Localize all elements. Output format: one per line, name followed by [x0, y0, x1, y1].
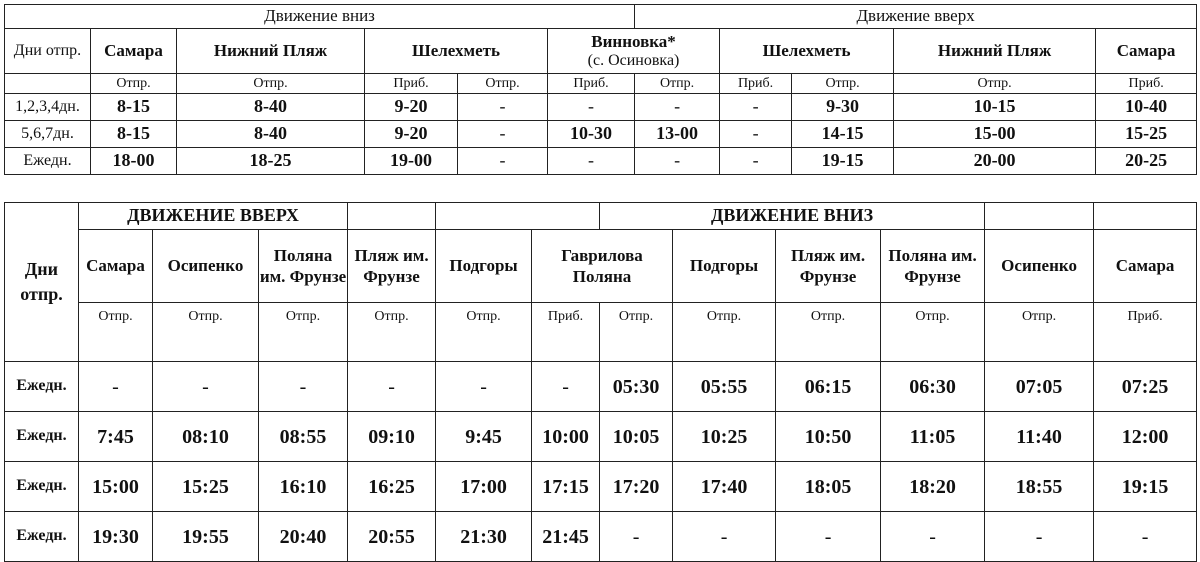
direction-down-header: Движение вниз: [5, 5, 635, 29]
table-row: [5, 362, 1197, 412]
time-cell: 11:40: [985, 412, 1094, 462]
time-cell: 08:10: [153, 412, 259, 462]
days-header: Дни отпр.: [5, 203, 79, 362]
station-podgory: Подгоры: [673, 230, 776, 303]
time-cell: -: [458, 94, 548, 121]
direction-up-header: Движение вверх: [635, 5, 1197, 29]
station-podgory: Подгоры: [436, 230, 532, 303]
time-cell: 20-00: [894, 148, 1096, 175]
time-cell: -: [720, 148, 792, 175]
empty-cell: [1094, 203, 1197, 230]
time-cell: 18:55: [985, 462, 1094, 512]
time-cell: -: [673, 512, 776, 562]
time-cell: 07:05: [985, 362, 1094, 412]
time-cell: 05:55: [673, 362, 776, 412]
column-label: Приб.: [365, 74, 458, 94]
time-cell: 18:05: [776, 462, 881, 512]
time-cell: 8-15: [91, 94, 177, 121]
time-cell: 19-15: [792, 148, 894, 175]
column-label: Отпр.: [792, 74, 894, 94]
time-cell: 19:30: [79, 512, 153, 562]
column-label: Отпр.: [458, 74, 548, 94]
empty-cell: [348, 203, 436, 230]
time-cell: 9-30: [792, 94, 894, 121]
time-cell: 18-25: [177, 148, 365, 175]
column-label: Отпр.: [177, 74, 365, 94]
time-cell: 09:10: [348, 412, 436, 462]
column-label: Отпр.: [348, 303, 436, 362]
time-cell: 19:15: [1094, 462, 1197, 512]
station-osipenko: Осипенко: [153, 230, 259, 303]
time-cell: 10-15: [894, 94, 1096, 121]
time-cell: -: [1094, 512, 1197, 562]
column-label: Отпр.: [894, 74, 1096, 94]
days-cell: Ежедн.: [5, 362, 79, 412]
time-cell: 9:45: [436, 412, 532, 462]
time-cell: -: [532, 362, 600, 412]
station-polyana-frunze: Поляна им. Фрунзе: [259, 230, 348, 303]
column-label: Приб.: [532, 303, 600, 362]
time-cell: -: [881, 512, 985, 562]
time-cell: 10-30: [548, 121, 635, 148]
days-cell: 5,6,7дн.: [5, 121, 91, 148]
column-label: Отпр.: [79, 303, 153, 362]
time-cell: 15:25: [153, 462, 259, 512]
time-cell: 16:25: [348, 462, 436, 512]
days-cell: Ежедн.: [5, 148, 91, 175]
time-cell: 17:00: [436, 462, 532, 512]
time-cell: 20:55: [348, 512, 436, 562]
table-row: [5, 121, 1197, 148]
station-osipenko: Осипенко: [985, 230, 1094, 303]
column-label: Отпр.: [259, 303, 348, 362]
time-cell: 18-00: [91, 148, 177, 175]
time-cell: 15:00: [79, 462, 153, 512]
station-shelekhmet: Шелехметь: [365, 29, 548, 74]
direction-down-header: ДВИЖЕНИЕ ВНИЗ: [600, 203, 985, 230]
station-plyazh-frunze: Пляж им. Фрунзе: [348, 230, 436, 303]
time-cell: 10:00: [532, 412, 600, 462]
table-row: [5, 94, 1197, 121]
column-label: Приб.: [548, 74, 635, 94]
time-cell: 8-40: [177, 94, 365, 121]
station-samara: Самара: [1094, 230, 1197, 303]
column-label: Отпр.: [153, 303, 259, 362]
table-row: [5, 512, 1197, 562]
time-cell: 18:20: [881, 462, 985, 512]
time-cell: 17:40: [673, 462, 776, 512]
station-samara: Самара: [91, 29, 177, 74]
time-cell: 9-20: [365, 121, 458, 148]
time-cell: 8-40: [177, 121, 365, 148]
station-plyazh-frunze: Пляж им. Фрунзе: [776, 230, 881, 303]
column-label: Отпр.: [985, 303, 1094, 362]
column-label: Приб.: [1096, 74, 1197, 94]
column-label: Отпр.: [600, 303, 673, 362]
time-cell: 19:55: [153, 512, 259, 562]
time-cell: 06:15: [776, 362, 881, 412]
time-cell: 08:55: [259, 412, 348, 462]
time-cell: -: [348, 362, 436, 412]
time-cell: -: [259, 362, 348, 412]
time-cell: 9-20: [365, 94, 458, 121]
time-cell: 17:20: [600, 462, 673, 512]
column-label: Отпр.: [436, 303, 532, 362]
time-cell: 20:40: [259, 512, 348, 562]
table-row: [5, 412, 1197, 462]
time-cell: -: [79, 362, 153, 412]
table-row: [5, 148, 1197, 175]
time-cell: -: [720, 121, 792, 148]
time-cell: -: [776, 512, 881, 562]
column-label: Отпр.: [635, 74, 720, 94]
column-label: Приб.: [720, 74, 792, 94]
table-row: [5, 462, 1197, 512]
column-label: Отпр.: [673, 303, 776, 362]
time-cell: 07:25: [1094, 362, 1197, 412]
time-cell: 12:00: [1094, 412, 1197, 462]
station-vinnovka: [548, 29, 720, 74]
days-cell: 1,2,3,4дн.: [5, 94, 91, 121]
time-cell: 17:15: [532, 462, 600, 512]
time-cell: 06:30: [881, 362, 985, 412]
time-cell: 14-15: [792, 121, 894, 148]
time-cell: -: [458, 121, 548, 148]
time-cell: 13-00: [635, 121, 720, 148]
station-vinnovka-sub: (с. Осиновка): [587, 51, 680, 69]
days-header: Дни отпр.: [5, 29, 91, 74]
empty-cell: [5, 74, 91, 94]
station-nizhny-plyazh: Нижний Пляж: [177, 29, 365, 74]
time-cell: 21:45: [532, 512, 600, 562]
time-cell: 15-25: [1096, 121, 1197, 148]
empty-cell: [436, 203, 600, 230]
empty-cell: [985, 203, 1094, 230]
time-cell: 16:10: [259, 462, 348, 512]
time-cell: -: [436, 362, 532, 412]
station-shelekhmet: Шелехметь: [720, 29, 894, 74]
time-cell: 20-25: [1096, 148, 1197, 175]
time-cell: -: [548, 148, 635, 175]
time-cell: 10:25: [673, 412, 776, 462]
time-cell: -: [985, 512, 1094, 562]
schedule-table-2: [4, 202, 1197, 562]
days-cell: Ежедн.: [5, 462, 79, 512]
days-cell: Ежедн.: [5, 512, 79, 562]
time-cell: 11:05: [881, 412, 985, 462]
station-polyana-frunze: Поляна им. Фрунзе: [881, 230, 985, 303]
time-cell: 10:50: [776, 412, 881, 462]
time-cell: -: [635, 148, 720, 175]
schedule-table-1: [4, 4, 1197, 175]
station-nizhny-plyazh: Нижний Пляж: [894, 29, 1096, 74]
time-cell: 19-00: [365, 148, 458, 175]
time-cell: 21:30: [436, 512, 532, 562]
time-cell: 15-00: [894, 121, 1096, 148]
station-samara: Самара: [1096, 29, 1197, 74]
time-cell: -: [600, 512, 673, 562]
direction-up-header: ДВИЖЕНИЕ ВВЕРХ: [79, 203, 348, 230]
station-vinnovka-name: Винновка*: [591, 32, 676, 52]
station-gavrilova-polyana: Гаврилова Поляна: [532, 230, 673, 303]
time-cell: 10-40: [1096, 94, 1197, 121]
station-samara: Самара: [79, 230, 153, 303]
time-cell: 05:30: [600, 362, 673, 412]
time-cell: 10:05: [600, 412, 673, 462]
time-cell: -: [458, 148, 548, 175]
time-cell: 7:45: [79, 412, 153, 462]
days-cell: Ежедн.: [5, 412, 79, 462]
column-label: Приб.: [1094, 303, 1197, 362]
time-cell: -: [720, 94, 792, 121]
column-label: Отпр.: [91, 74, 177, 94]
time-cell: -: [548, 94, 635, 121]
time-cell: -: [153, 362, 259, 412]
time-cell: -: [635, 94, 720, 121]
time-cell: 8-15: [91, 121, 177, 148]
column-label: Отпр.: [776, 303, 881, 362]
column-label: Отпр.: [881, 303, 985, 362]
